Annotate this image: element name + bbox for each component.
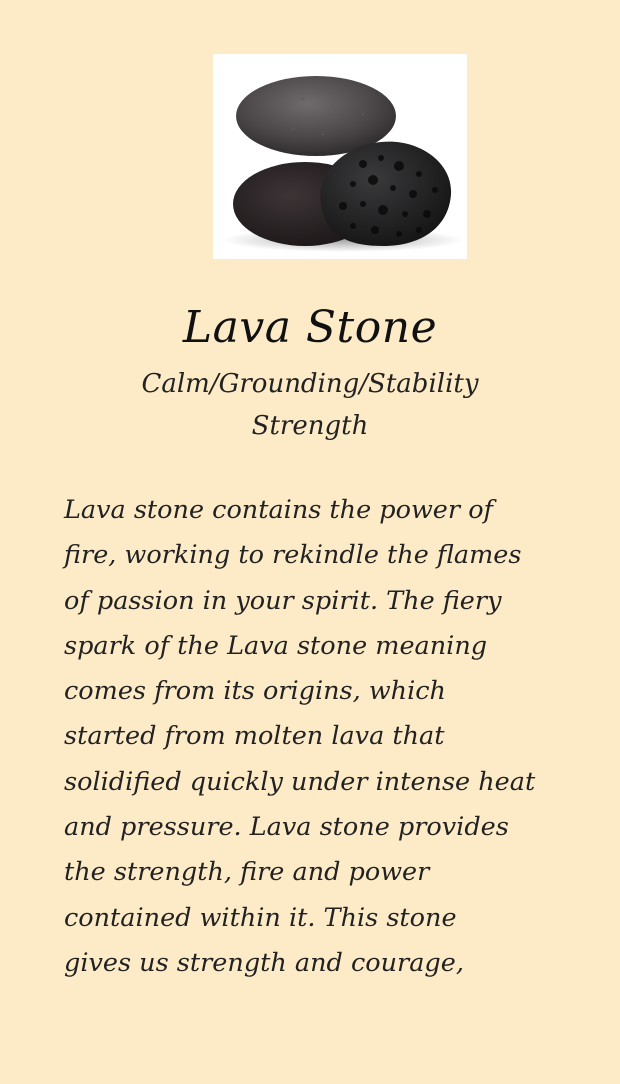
description-line: fire, working to rekindle the flames	[64, 540, 522, 571]
description-line: the strength, fire and power	[64, 857, 430, 888]
stone-title: Lava Stone	[182, 302, 438, 353]
description-line: spark of the Lava stone meaning	[64, 630, 488, 661]
front-stone	[320, 142, 451, 246]
description-line: Lava stone contains the power of	[64, 495, 493, 525]
stone-description	[64, 488, 584, 986]
stone-properties-secondary: Strength	[251, 411, 369, 441]
description-line: comes from its origins, which	[64, 676, 446, 707]
description-line: solidified quickly under intense heat	[64, 766, 536, 797]
description-line: gives us strength and courage,	[64, 947, 464, 978]
lava-stones-illustration	[213, 54, 467, 259]
description-line: of passion in your spirit. The fiery	[64, 585, 502, 616]
lava-stone-photo	[213, 54, 467, 259]
description-line: contained within it. This stone	[64, 902, 457, 933]
stone-properties: Calm/Grounding/Stability	[141, 369, 479, 399]
description-line: started from molten lava that	[64, 721, 445, 752]
description-line: and pressure. Lava stone provides	[64, 812, 509, 843]
